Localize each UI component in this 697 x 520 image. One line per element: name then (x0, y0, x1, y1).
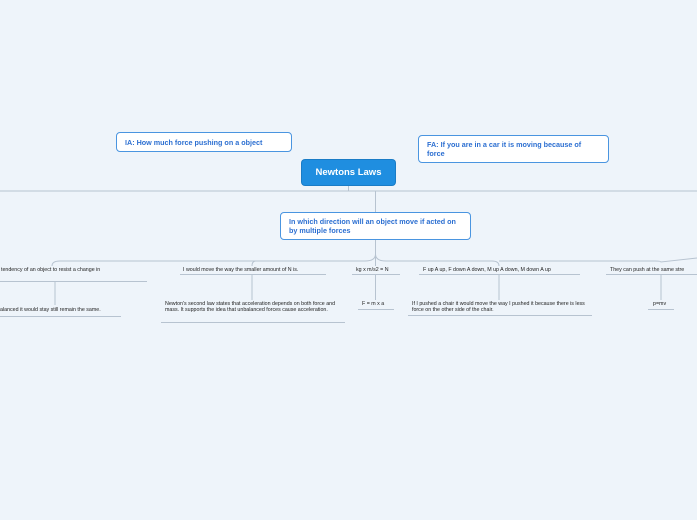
branch-3-topic-label: kg x m/s2 = N (356, 267, 389, 273)
branch-4-topic-label: F up A up, F down A down, M up A down, M down A up (423, 267, 551, 273)
branch-3-sub-underline (358, 309, 394, 310)
branch-2-subtopic[interactable] (165, 301, 343, 314)
branch-5-subtopic[interactable] (653, 301, 666, 307)
branch-3-subtopic-label: F = m x a (362, 301, 385, 307)
branch-2-sub-underline (161, 322, 345, 323)
branch-4-subtopic-label: If I pushed a chair it would move the way I pushed it because there is less force on the other side of the chair. (412, 301, 585, 314)
central-topic-label: Newtons Laws (315, 167, 382, 178)
branch-curve-4 (376, 254, 500, 266)
branch-curve-left (52, 254, 376, 266)
branch-1-underline (0, 281, 147, 282)
branch-4-underline (419, 274, 580, 275)
branch-5-subtopic-label: p=mv (653, 301, 667, 307)
focus-box-ia-label: IA: How much force pushing on a object (125, 137, 263, 147)
focus-box-fa[interactable] (418, 135, 609, 163)
branch-1-topic-label: tendency of an object to resist a change in (1, 267, 101, 273)
branch-5-sub-underline (648, 309, 674, 310)
focus-box-fa-label: FA: If you are in a car it is moving because of force (427, 140, 582, 158)
focus-box-ia[interactable] (116, 132, 292, 152)
question-box[interactable] (280, 212, 471, 240)
branch-1-subtopic[interactable] (0, 307, 101, 313)
branch-curve-2 (252, 261, 256, 266)
branch-4-sub-underline (408, 315, 592, 316)
branch-2-underline (180, 274, 326, 275)
branch-curve-5 (499, 258, 697, 262)
branch-5-underline (606, 274, 697, 275)
branch-1-sub-underline (0, 316, 121, 317)
branch-1-topic[interactable] (1, 267, 100, 273)
branch-4-subtopic[interactable] (412, 301, 588, 314)
branch-3-topic[interactable] (356, 267, 389, 273)
branch-3-subtopic[interactable] (362, 301, 384, 307)
branch-1-subtopic-label: alanced it would stay still remain the same. (0, 307, 101, 313)
central-topic[interactable] (302, 160, 395, 185)
branch-3-underline (352, 274, 400, 275)
branch-4-topic[interactable] (423, 267, 551, 273)
branch-2-subtopic-label: Newton's second law states that acceleration depends on both force and mass. It supports the idea that unbalanced forces cause acceleration. (165, 301, 336, 314)
branch-5-topic[interactable] (610, 267, 684, 273)
branch-2-topic[interactable] (183, 267, 298, 273)
branch-5-topic-label: They can push at the same stre (610, 267, 685, 273)
branch-2-topic-label: I would move the way the smaller amount of N is. (183, 267, 299, 273)
question-box-label: In which direction will an object move if acted on by multiple forces (289, 217, 456, 235)
